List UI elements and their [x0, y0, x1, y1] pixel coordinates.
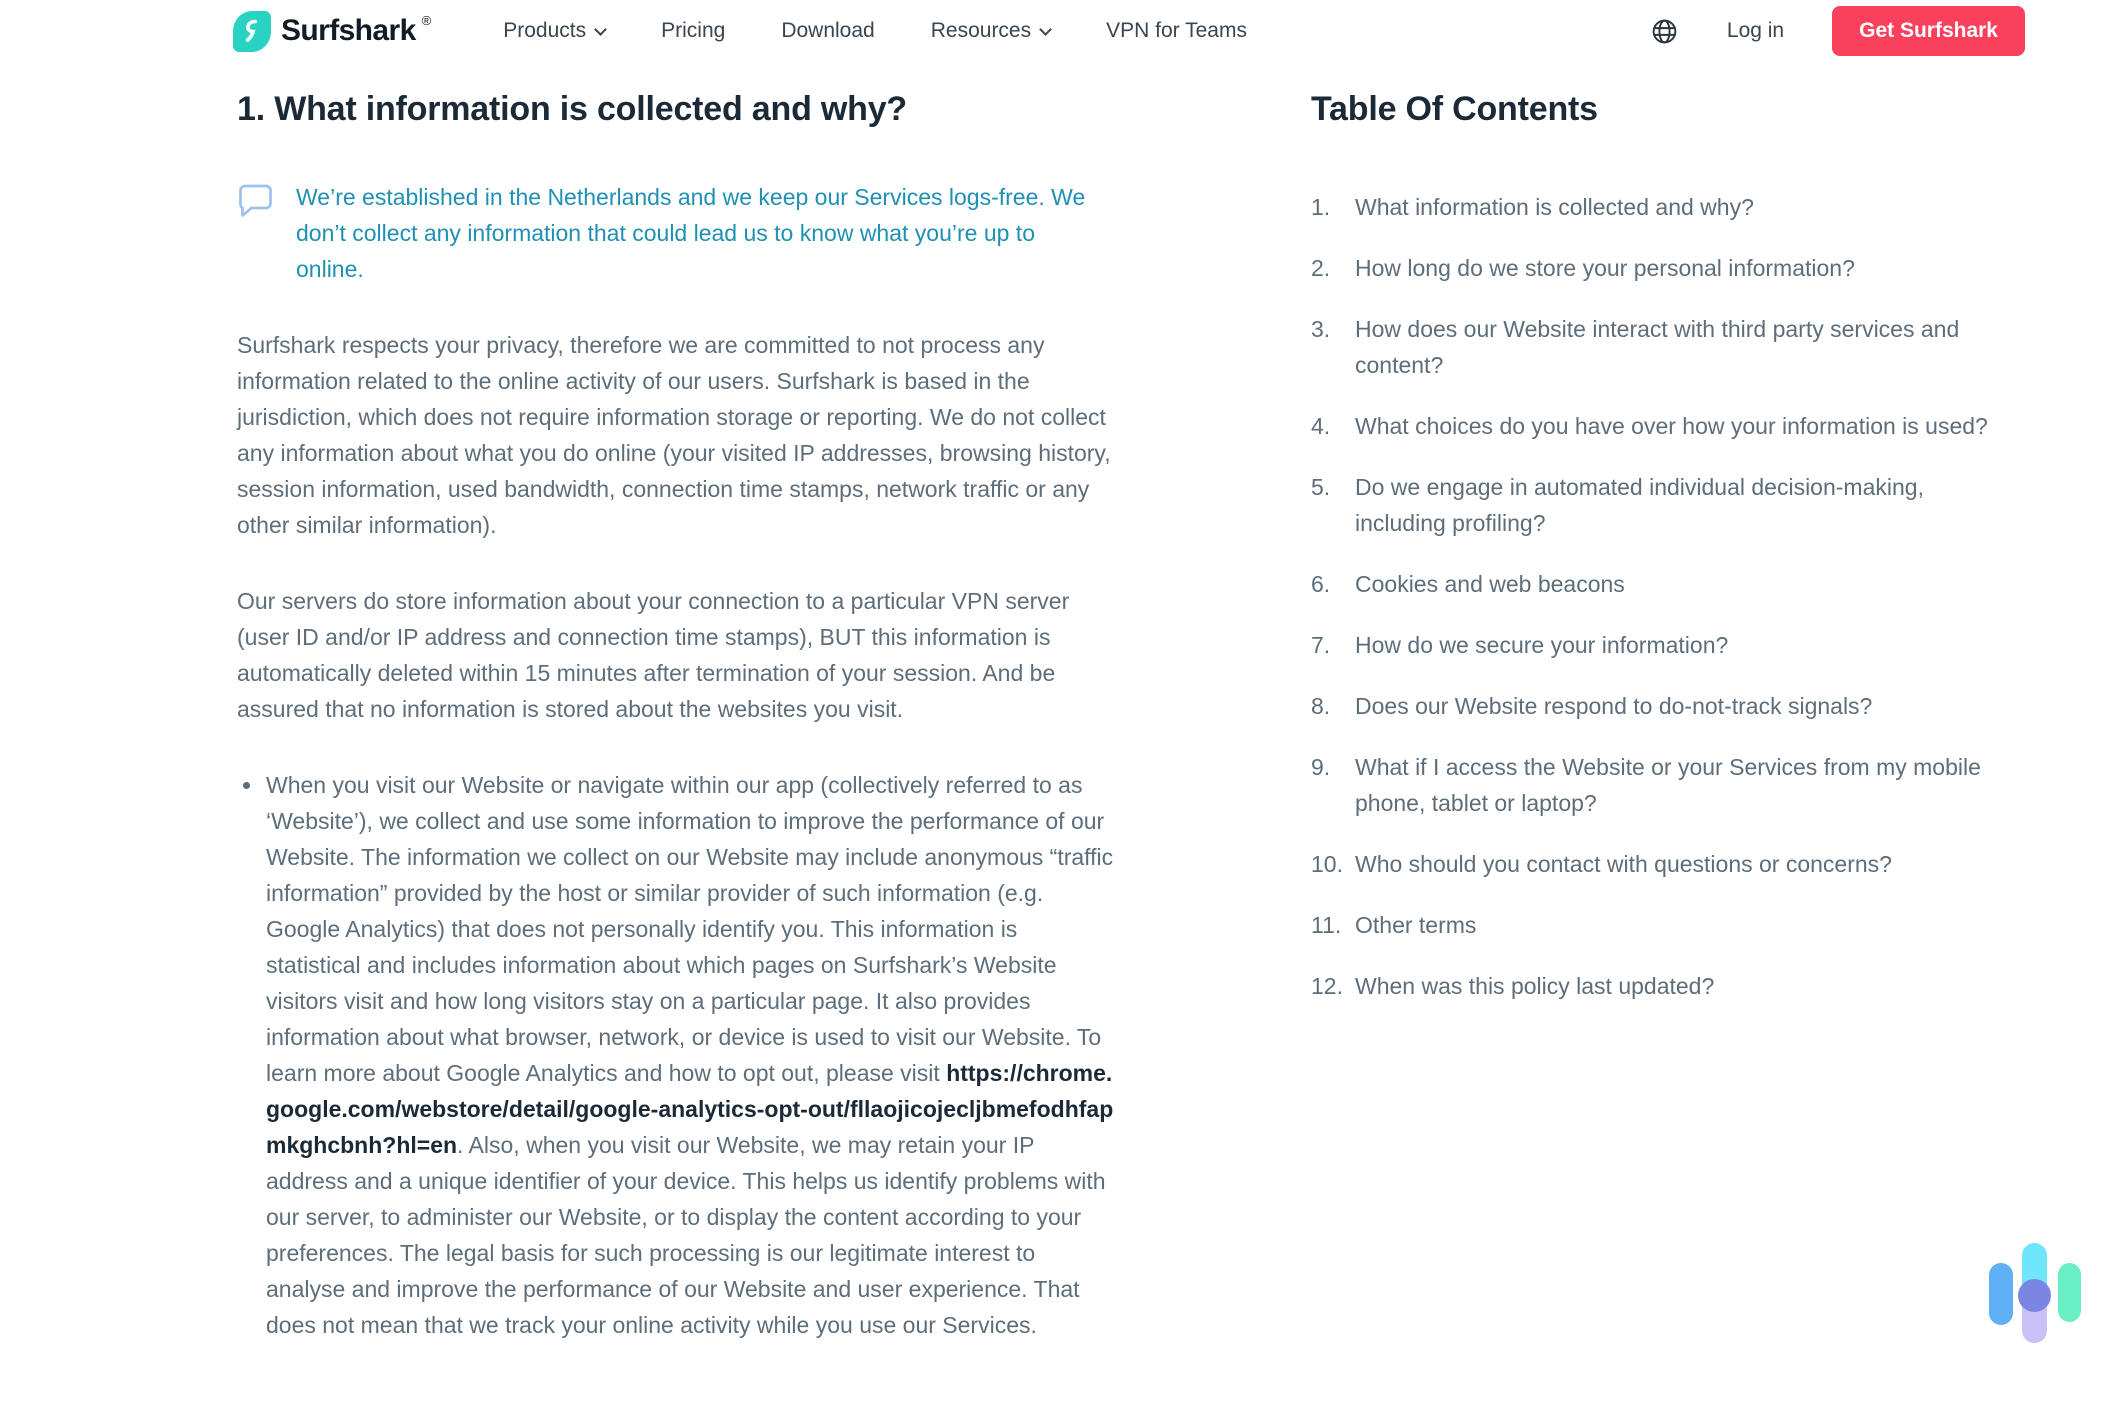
- toc-item-label: What if I access the Website or your Services from my mobile phone, tablet or laptop?: [1355, 754, 1981, 816]
- toc-item-4[interactable]: [1311, 408, 2011, 444]
- surfshark-s-icon: [233, 11, 271, 52]
- chat-widget-bar-blue: [1989, 1263, 2013, 1325]
- bullet-text-before: When you visit our Website or navigate within our app (collectively referred to as ‘Website’), we collect and use some information to improve the performance of our Website. The information we collect on our Website may include anonymous “traffic information” provided by the host or similar provider of such information (e.g. Google Analytics) that does not personally identify you. This information is statistical and includes information about which pages on Surfshark’s Website visitors visit and how long visitors stay on a particular page. It also provides information about what browser, network, or device is used to visit our Website. To learn more about Google Analytics and how to opt out, please visit: [266, 772, 1114, 1086]
- toc-item-1[interactable]: [1311, 189, 2011, 225]
- paragraph: Our servers do store information about your connection to a particular VPN server (user ID and/or IP address and connection time stamps), BUT this information is automatically deleted within 15 minutes after termination of your session. And be assured that no information is stored about the websites you visit.: [237, 588, 1070, 722]
- toc-list: [1311, 189, 2011, 1004]
- logo-wordmark: Surfshark: [281, 14, 416, 47]
- toc-item-7[interactable]: [1311, 627, 2011, 663]
- chevron-down-icon: [594, 23, 607, 36]
- toc-item-label: Does our Website respond to do-not-track signals?: [1355, 693, 1873, 719]
- section-title: 1. What information is collected and why?: [237, 90, 907, 128]
- toc-item-number: 9.: [1311, 754, 1331, 780]
- chevron-down-icon: [1039, 23, 1052, 36]
- toc-item-number: 4.: [1311, 413, 1331, 439]
- main-nav: [503, 19, 1247, 43]
- nav-label: Pricing: [661, 19, 726, 42]
- policy-section: [237, 90, 1115, 1343]
- toc-item-label: Cookies and web beacons: [1355, 571, 1625, 597]
- nav-label: Download: [781, 19, 875, 42]
- toc-item-number: 10.: [1311, 851, 1343, 877]
- nav-label: VPN for Teams: [1106, 19, 1247, 42]
- chat-widget-bar-green: [2058, 1263, 2081, 1322]
- toc-item-number: 3.: [1311, 316, 1331, 342]
- toc-item-number: 12.: [1311, 973, 1343, 999]
- nav-item-vpn-for-teams[interactable]: [1106, 19, 1247, 43]
- nav-label: Resources: [930, 19, 1032, 42]
- globe-icon[interactable]: [1650, 17, 1679, 46]
- toc-item-number: 7.: [1311, 632, 1331, 658]
- toc-item-5[interactable]: [1311, 469, 2011, 541]
- nav-label: Products: [503, 19, 587, 42]
- bullet-text-after: . Also, when you visit our Website, we may retain your IP address and a unique identifier of your device. This helps us identify problems with our server, to administer our Website, or to display the content according to your preferences. The legal basis for such processing is our legitimate interest to analyse and improve the performance of our Website and user experience. That does not mean that we track your online activity while you use our Services.: [266, 1132, 1106, 1338]
- toc-item-number: 1.: [1311, 194, 1331, 220]
- quote-callout: [237, 179, 1115, 287]
- top-navigation-bar: [0, 0, 2107, 62]
- nav-item-pricing[interactable]: [661, 19, 725, 43]
- nav-item-resources[interactable]: [931, 19, 1050, 43]
- toc-item-6[interactable]: [1311, 566, 2011, 602]
- toc-item-number: 6.: [1311, 571, 1331, 597]
- toc-item-2[interactable]: [1311, 250, 2011, 286]
- paragraph: Surfshark respects your privacy, therefore we are committed to not process any information related to the online activity of our users. Surfshark is based in the jurisdiction, which does not require information storage or reporting. We do not collect any information about what you do online (your visited IP addresses, browsing history, session information, used bandwidth, connection time stamps, network traffic or any other similar information).: [237, 332, 1111, 538]
- toc-item-11[interactable]: [1311, 907, 2011, 943]
- toc-item-10[interactable]: [1311, 846, 2011, 882]
- toc-item-label: What choices do you have over how your information is used?: [1355, 413, 1988, 439]
- toc-item-label: How long do we store your personal information?: [1355, 255, 1855, 281]
- get-surfshark-button[interactable]: Get Surfshark: [1832, 6, 2025, 56]
- toc-item-12[interactable]: [1311, 968, 2011, 1004]
- toc-item-number: 8.: [1311, 693, 1331, 719]
- bullet-list: [237, 767, 1115, 1343]
- surfshark-logo[interactable]: [233, 11, 431, 52]
- toc-item-number: 2.: [1311, 255, 1331, 281]
- toc-title: Table Of Contents: [1311, 90, 1598, 128]
- toc-item-9[interactable]: [1311, 749, 2011, 821]
- toc-item-label: Do we engage in automated individual decision-making, including profiling?: [1355, 474, 1924, 536]
- quote-text: We’re established in the Netherlands and we keep our Services logs-free. We don’t collect any information that could lead us to know what you’re up to online.: [296, 184, 1086, 282]
- toc-item-number: 5.: [1311, 474, 1331, 500]
- table-of-contents: [1311, 90, 2011, 1029]
- nav-item-download[interactable]: [781, 19, 874, 43]
- toc-item-8[interactable]: [1311, 688, 2011, 724]
- header-actions: [1650, 6, 2025, 56]
- toc-item-label: What information is collected and why?: [1355, 194, 1754, 220]
- nav-item-products[interactable]: [503, 19, 605, 43]
- toc-item-3[interactable]: [1311, 311, 2011, 383]
- chat-widget[interactable]: [1985, 1240, 2090, 1352]
- toc-item-number: 11.: [1311, 912, 1342, 938]
- toc-item-label: Who should you contact with questions or concerns?: [1355, 851, 1892, 877]
- toc-item-label: How does our Website interact with third party services and content?: [1355, 316, 1960, 378]
- speech-bubble-icon: [237, 183, 274, 287]
- login-link[interactable]: Log in: [1726, 19, 1785, 42]
- chat-widget-circle: [2018, 1279, 2051, 1312]
- analytics-opt-out-link[interactable]: https://chrome.google.com/webstore/detail/google-analytics-opt-out/fllaojicojecljbmefodhfapmkghcbnh?hl=en: [266, 1060, 1114, 1158]
- toc-item-label: How do we secure your information?: [1355, 632, 1729, 658]
- toc-item-label: Other terms: [1355, 912, 1477, 938]
- registered-trademark: ®: [421, 12, 432, 28]
- list-item: [264, 767, 1115, 1343]
- toc-item-label: When was this policy last updated?: [1355, 973, 1715, 999]
